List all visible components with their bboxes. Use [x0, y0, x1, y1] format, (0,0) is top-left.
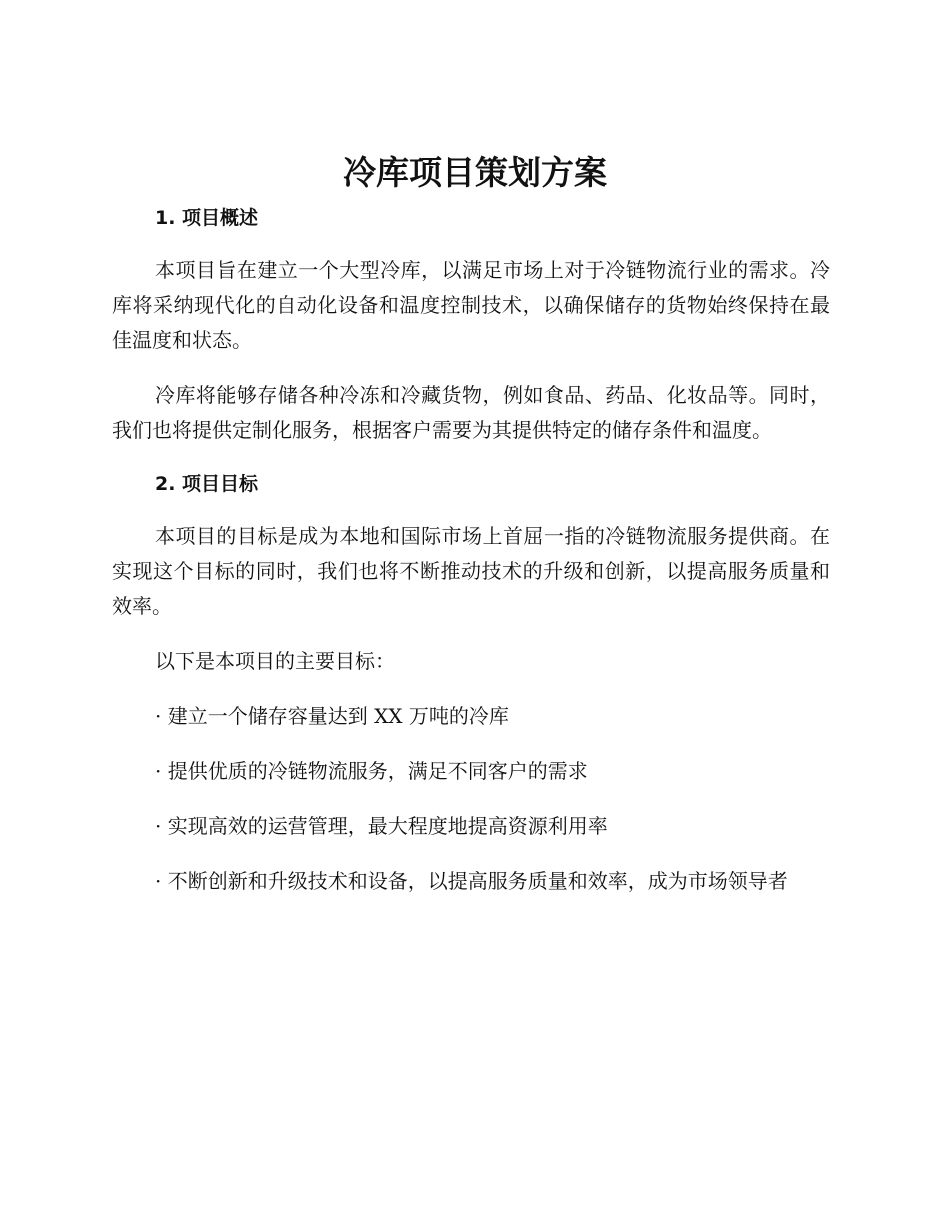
paragraph: 以下是本项目的主要目标：	[155, 649, 395, 673]
list-item: · 提供优质的冷链物流服务，满足不同客户的需求	[155, 759, 588, 783]
list-item: · 实现高效的运营管理，最大程度地提高资源利用率	[155, 814, 608, 838]
paragraph: 本项目的目标是成为本地和国际市场上首屈一指的冷链物流服务提供商。在实现这个目标的同时，我们也将不断推动技术的升级和创新，以提高服务质量和效率。	[112, 524, 830, 618]
list-item: · 建立一个储存容量达到 XX 万吨的冷库	[155, 704, 509, 728]
paragraph: 冷库将能够存储各种冷冻和冷藏货物，例如食品、药品、化妆品等。同时，我们也将提供定制化服务，根据客户需要为其提供特定的储存条件和温度。	[112, 383, 830, 442]
section-heading-goals: 2. 项目目标	[155, 473, 259, 495]
document-title: 冷库项目策划方案	[343, 153, 607, 192]
document-body	[112, 200, 830, 899]
paragraph: 本项目旨在建立一个大型冷库，以满足市场上对于冷链物流行业的需求。冷库将采纳现代化的自动化设备和温度控制技术，以确保储存的货物始终保持在最佳温度和状态。	[112, 258, 830, 352]
list-item: · 不断创新和升级技术和设备，以提高服务质量和效率，成为市场领导者	[155, 869, 788, 893]
section-heading-overview: 1. 项目概述	[155, 207, 259, 229]
